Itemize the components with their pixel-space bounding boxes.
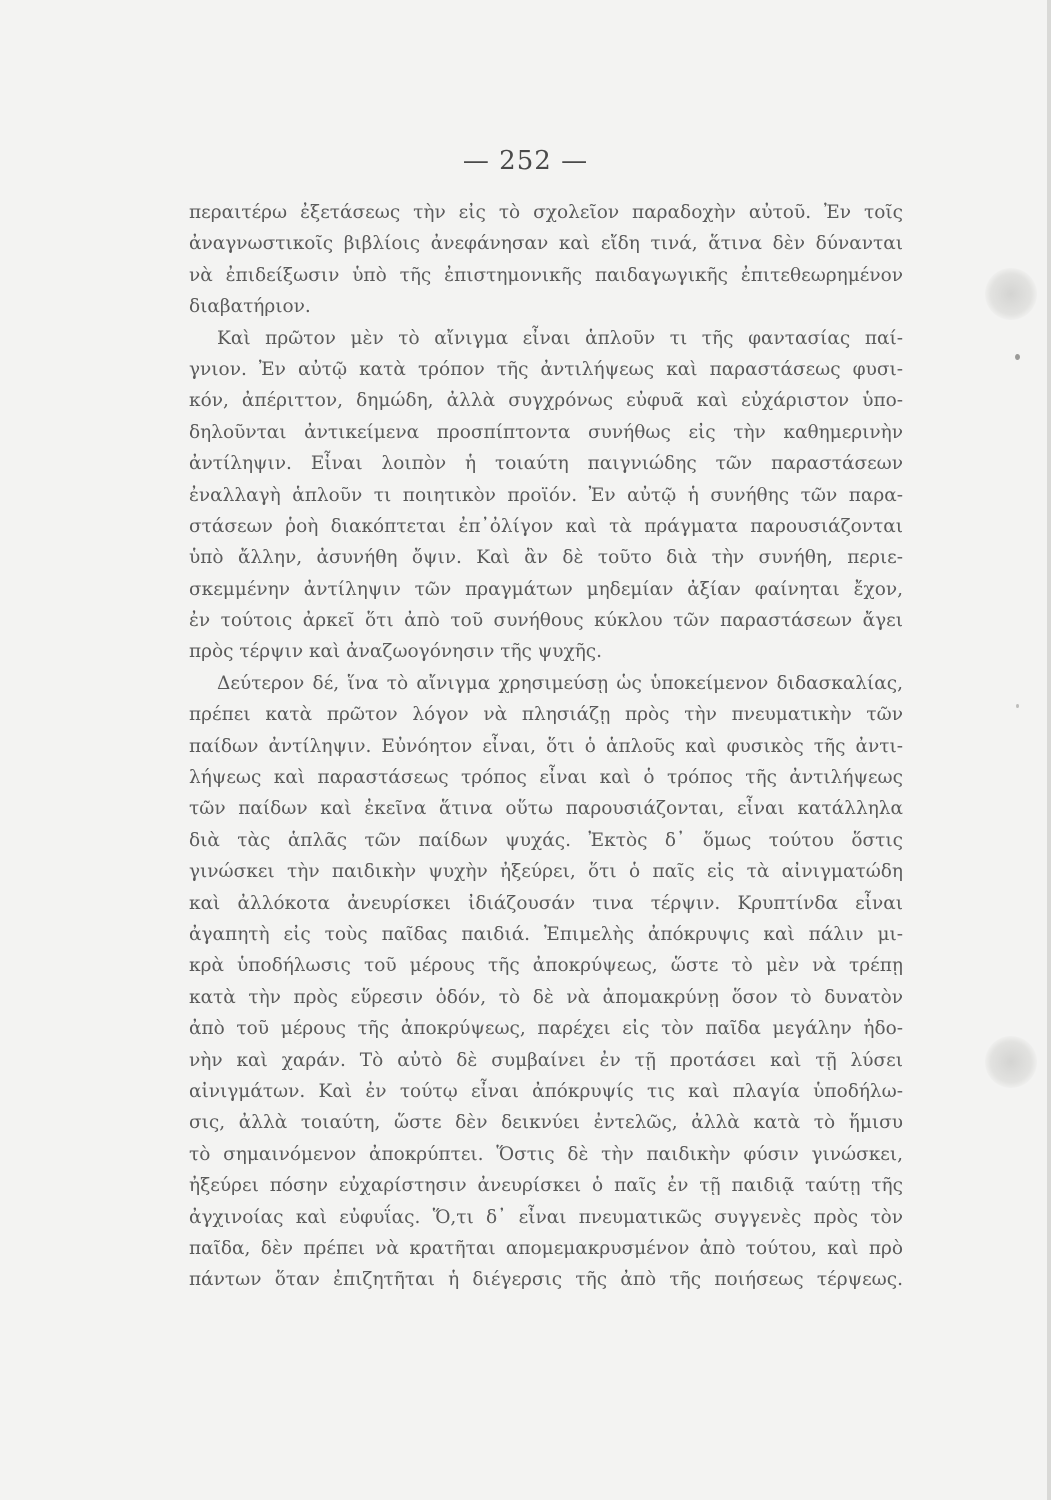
text-line: καὶ ἀλλόκοτα ἀνευρίσκει ἰδιάζουσάν τινα τέρψιν. Κρυπτίνδα εἶναι — [189, 892, 903, 914]
text-line: νὰ ἐπιδείξωσιν ὑπὸ τῆς ἐπιστημονικῆς παιδαγωγικῆς ἐπιτεθεωρημένον — [189, 264, 903, 286]
text-line: σκεμμένην ἀντίληψιν τῶν πραγμάτων μηδεμίαν ἀξίαν φαίνηται ἔχον, — [189, 578, 903, 600]
text-line: γινώσκει τὴν παιδικὴν ψυχὴν ἠξεύρει, ὅτι ὁ παῖς εἰς τὰ αἰνιγματώδη — [189, 861, 903, 883]
text-line: ἐναλλαγὴ ἁπλοῦν τι ποιητικὸν προϊόν. Ἐν αὐτῷ ἡ συνήθης τῶν παρα- — [189, 484, 903, 506]
page-edge-shadow — [1047, 0, 1051, 1500]
paragraph-end-line: διαβατήριον. — [189, 296, 311, 318]
text-line: ἠξεύρει πόσην εὐχαρίστησιν ἀνευρίσκει ὁ παῖς ἐν τῇ παιδιᾷ ταύτῃ τῆς — [189, 1175, 903, 1197]
text-line: ἀγαπητὴ εἰς τοὺς παῖδας παιδιά. Ἐπιμελὴς ἀπόκρυψις καὶ πάλιν μι- — [189, 923, 903, 945]
text-line: πάντων ὅταν ἐπιζητῆται ἡ διέγερσις τῆς ἀπὸ τῆς ποιήσεως τέρψεως. — [189, 1269, 903, 1291]
text-line: περαιτέρω ἐξετάσεως τὴν εἰς τὸ σχολεῖον παραδοχὴν αὐτοῦ. Ἐν τοῖς — [189, 202, 903, 223]
ink-speck — [1015, 354, 1020, 360]
text-line: παῖδα, δὲν πρέπει νὰ κρατῆται απομεμακρυσμένον ἀπὸ τούτου, καὶ πρὸ — [189, 1237, 903, 1259]
text-line: γνιον. Ἐν αὐτῷ κατὰ τρόπον τῆς ἀντιλήψεως καὶ παραστάσεως φυσι- — [189, 358, 903, 380]
text-line: νὴν καὶ χαράν. Τὸ αὐτὸ δὲ συμβαίνει ἐν τῇ προτάσει καὶ τῇ λύσει — [189, 1049, 903, 1071]
text-line: ἀγχινοίας καὶ εὐφυΐας. Ὅ,τι δ᾽ εἶναι πνευματικῶς συγγενὲς πρὸς τὸν — [189, 1206, 903, 1228]
paragraph-start-line: Δεύτερον δέ, ἵνα τὸ αἴνιγμα χρησιμεύσῃ ὡς ὑποκείμενον διδασκαλίας, — [217, 672, 903, 694]
body-text — [189, 197, 903, 1296]
text-line: ἀπὸ τοῦ μέρους τῆς ἀποκρύψεως, παρέχει εἰς τὸν παῖδα μεγάλην ἡδο- — [189, 1018, 903, 1040]
text-line: κρὰ ὑποδήλωσις τοῦ μέρους τῆς ἀποκρύψεως, ὥστε τὸ μὲν νὰ τρέπῃ — [189, 955, 903, 977]
text-line: δηλοῦνται ἀντικείμενα προσπίπτοντα συνήθως εἰς τὴν καθημερινὴν — [189, 421, 903, 443]
text-line: ἐν τούτοις ἀρκεῖ ὅτι ἀπὸ τοῦ συνήθους κύκλου τῶν παραστάσεων ἄγει — [189, 610, 903, 632]
text-line: λήψεως καὶ παραστάσεως τρόπος εἶναι καὶ ὁ τρόπος τῆς ἀντιλήψεως — [189, 767, 903, 789]
text-line: ὑπὸ ἄλλην, ἀσυνήθη ὄψιν. Καὶ ἂν δὲ τοῦτο διὰ τὴν συνήθη, περιε- — [189, 547, 903, 569]
text-line: πρέπει κατὰ πρῶτον λόγον νὰ πλησιάζῃ πρὸς τὴν πνευματικὴν τῶν — [189, 704, 903, 726]
text-line: σις, ἀλλὰ τοιαύτη, ὥστε δὲν δεικνύει ἐντελῶς, ἀλλὰ κατὰ τὸ ἥμισυ — [189, 1112, 903, 1134]
text-line: στάσεων ῥοὴ διακόπτεται ἐπ᾽ὀλίγον καὶ τὰ πράγματα παρουσιάζονται — [189, 515, 903, 537]
text-line: τὸ σημαινόμενον ἀποκρύπτει. Ὅστις δὲ τὴν παιδικὴν φύσιν γινώσκει, — [189, 1143, 903, 1165]
binding-hole-bottom — [985, 1036, 1037, 1088]
page-number: — 252 — — [462, 146, 589, 176]
text-line: παίδων ἀντίληψιν. Εὐνόητον εἶναι, ὅτι ὁ ἁπλοῦς καὶ φυσικὸς τῆς ἀντι- — [189, 735, 903, 757]
ink-speck — [1016, 704, 1019, 708]
text-line: κατὰ τὴν πρὸς εὕρεσιν ὁδόν, τὸ δὲ νὰ ἀπομακρύνῃ ὅσον τὸ δυνατὸν — [189, 986, 903, 1008]
text-line: διὰ τὰς ἁπλᾶς τῶν παίδων ψυχάς. Ἐκτὸς δ᾽ ὅμως τούτου ὅστις — [189, 829, 903, 851]
binding-hole-top — [985, 268, 1037, 320]
paragraph-end-line: πρὸς τέρψιν καὶ ἀναζωογόνησιν τῆς ψυχῆς. — [189, 641, 603, 663]
paragraph-start-line: Καὶ πρῶτον μὲν τὸ αἴνιγμα εἶναι ἁπλοῦν τι τῆς φαντασίας παί- — [217, 327, 903, 349]
text-line: ἀναγνωστικοῖς βιβλίοις ἀνεφάνησαν καὶ εἴδη τινά, ἅτινα δὲν δύνανται — [189, 233, 903, 255]
text-line: ἀντίληψιν. Εἶναι λοιπὸν ἡ τοιαύτη παιγνιώδης τῶν παραστάσεων — [189, 453, 903, 475]
text-line: αἰνιγμάτων. Καὶ ἐν τούτῳ εἶναι ἀπόκρυψίς τις καὶ πλαγία ὑποδήλω- — [189, 1080, 903, 1102]
text-line: κόν, ἀπέριττον, δημώδη, ἀλλὰ συγχρόνως εὐφυᾶ καὶ εὐχάριστον ὑπο- — [189, 390, 903, 412]
text-line: τῶν παίδων καὶ ἐκεῖνα ἅτινα οὕτω παρουσιάζονται, εἶναι κατάλληλα — [189, 798, 903, 820]
